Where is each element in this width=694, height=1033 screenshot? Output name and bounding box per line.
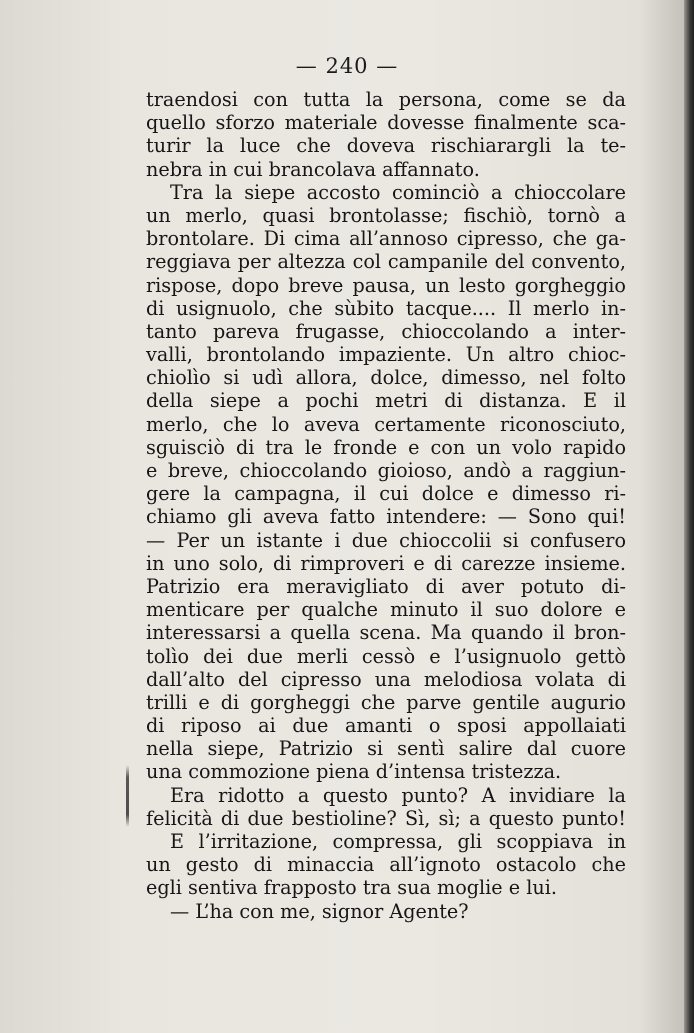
text-line: merlo, che lo aveva certamente riconosciuto, [146,412,626,436]
text-line: e breve, chioccolando gioioso, andò a raggiun- [146,459,626,482]
text-line: chiolìo si udì allora, dolce, dimesso, nel folto [146,366,626,390]
text-line: della siepe a pochi metri di distanza. E il [146,389,626,413]
text-line: Tra la siepe accosto cominciò a chioccolare [170,180,626,204]
text-line: E l’irritazione, compressa, gli scoppiava in [170,830,626,853]
text-line: — Per un istante i due chioccolii si confusero [146,528,626,552]
margin-ink-mark [126,765,129,827]
text-line: tolìo dei due merli cessò e l’usignuolo gettò [146,644,626,668]
page-edge-shadow [684,0,694,1033]
text-line: tanto pareva frugasse, chioccolando a inter- [146,319,626,343]
page-number: — 240 — [295,54,399,78]
text-line: quello sforzo materiale dovesse finalmente sca- [146,111,626,135]
text-line: chiamo gli aveva fatto intendere: — Sono qui! [146,505,626,529]
text-line: nebra in cui brancolava affannato. [146,157,480,181]
text-line: Era ridotto a questo punto? A invidiare la [170,783,626,807]
body-text [146,88,626,923]
text-line: Patrizio era meravigliato di aver potuto di- [146,574,626,598]
text-line: gere la campagna, il cui dolce e dimesso ri- [146,482,626,506]
text-line: in uno solo, di rimproveri e di carezze insieme. [146,551,626,575]
text-line: traendosi con tutta la persona, come se da [146,88,626,111]
text-line: reggiava per altezza col campanile del convento, [146,250,626,274]
text-line: valli, brontolando impaziente. Un altro chioc- [146,343,626,367]
text-line: egli sentiva frapposto tra sua moglie e lui. [146,876,557,900]
text-line: un gesto di minaccia all’ignoto ostacolo che [146,853,626,877]
text-line: brontolare. Di cima all’annoso cipresso, che ga- [146,227,626,251]
text-line: trilli e di gorgheggi che parve gentile augurio [146,690,626,714]
text-line: dall’alto del cipresso una melodiosa volata di [146,667,626,691]
text-line: di usignuolo, che sùbito tacque.... Il merlo in- [146,296,626,320]
text-line: un merlo, quasi brontolasse; fischiò, tornò a [146,203,626,227]
text-line: una commozione piena d’intensa tristezza. [146,760,562,784]
text-line: — L’ha con me, signor Agente? [170,899,469,923]
text-line: nella siepe, Patrizio si sentì salire dal cuore [146,737,626,761]
text-line: di riposo ai due amanti o sposi appollaiati [146,714,626,738]
text-line: rispose, dopo breve pausa, un lesto gorgheggio [146,273,626,297]
text-line: menticare per qualche minuto il suo dolore e [146,598,626,622]
text-line: turir la luce che doveva rischiarargli la te- [146,134,626,158]
text-line: interessarsi a quella scena. Ma quando il bron- [146,621,626,645]
text-line: felicità di due bestioline? Sì, sì; a questo punto! [146,806,626,830]
text-line: sguisciò di tra le fronde e con un volo rapido [146,435,626,459]
